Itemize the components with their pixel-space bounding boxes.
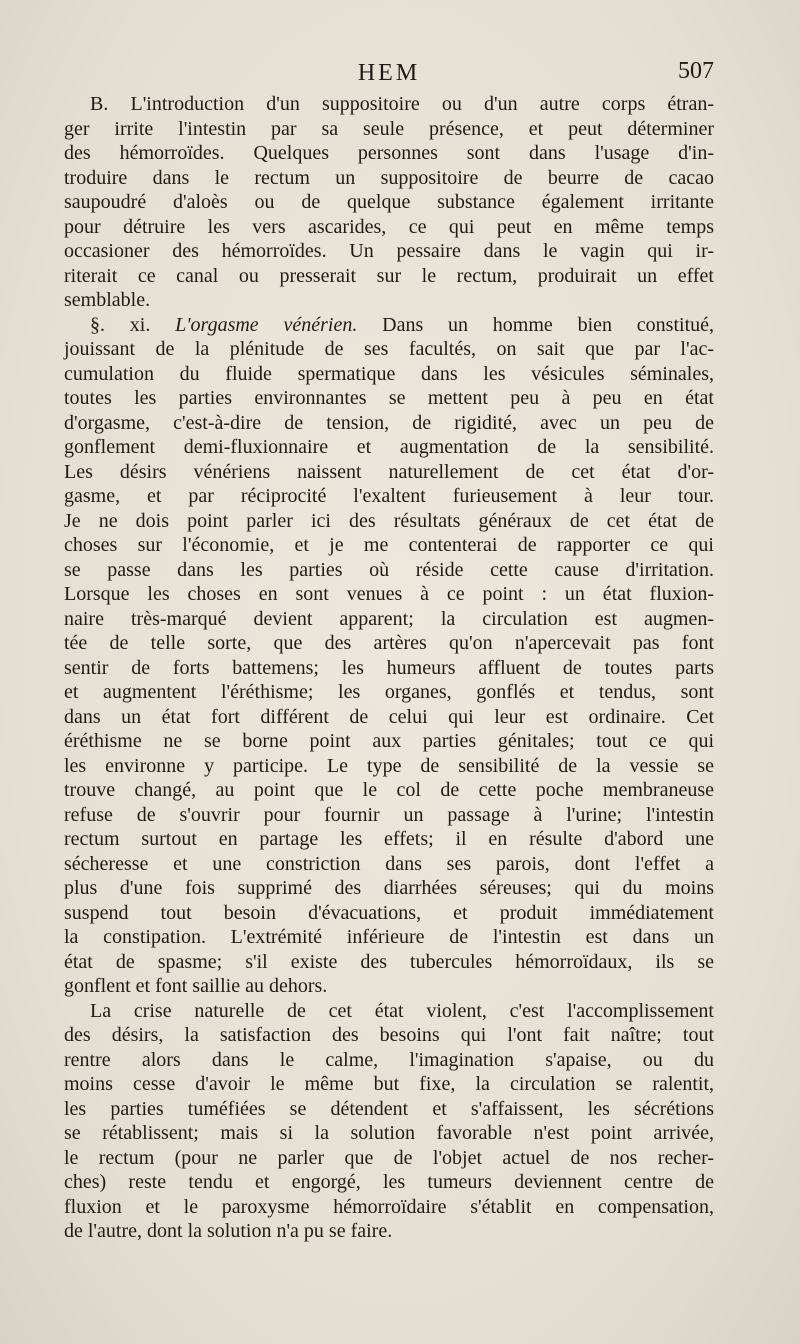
text-line: Les désirs vénériens naissent naturellement de cet état d'or- <box>64 460 714 483</box>
text-line: se rétablissent; mais si la solution favorable n'est point arrivée, <box>64 1122 714 1144</box>
text-line: gonflement demi-fluxionnaire et augmentation de la sensibilité. <box>64 436 714 458</box>
text-line: suspend tout besoin d'évacuations, et produit immédiatement <box>64 901 714 924</box>
text-line: plus d'une fois supprimé des diarrhées séreuses; qui du moins <box>64 877 714 899</box>
text-line: ger irrite l'intestin par sa seule présence, et peut déterminer <box>64 117 714 140</box>
text-line: Je ne dois point parler ici des résultats généraux de cet état de <box>64 509 714 532</box>
section-title: L'orgasme vénérien. <box>175 313 358 336</box>
text-line: et augmentent l'éréthisme; les organes, gonflés et tendus, sont <box>64 681 714 703</box>
text-line: ches) reste tendu et engorgé, les tumeurs deviennent centre de <box>64 1171 714 1193</box>
running-head: HEM <box>357 60 421 86</box>
page-header <box>64 58 714 94</box>
text-line: troduire dans le rectum un suppositoire de beurre de cacao <box>64 166 714 189</box>
text-line: sentir de forts battemens; les humeurs affluent de toutes parts <box>64 656 714 679</box>
page-number: 507 <box>678 58 714 84</box>
text-line: rentre alors dans le calme, l'imagination s'apaise, ou du <box>64 1048 714 1071</box>
text-line: des hémorroïdes. Quelques personnes sont dans l'usage d'in- <box>64 142 714 164</box>
text-line: Lorsque les choses en sont venues à ce point : un état fluxion- <box>64 583 714 605</box>
text-line: refuse de s'ouvrir pour fournir un passage à l'urine; l'intestin <box>64 803 714 826</box>
text-line: éréthisme ne se borne point aux parties génitales; tout ce qui <box>64 730 714 752</box>
text-line: tée de telle sorte, que des artères qu'on n'apercevait pas font <box>64 632 714 654</box>
text-line: état de spasme; s'il existe des tubercules hémorroïdaux, ils se <box>64 950 714 973</box>
text-line: moins cesse d'avoir le même but fixe, la circulation se ralentit, <box>64 1073 714 1095</box>
text-line: des désirs, la satisfaction des besoins qui l'ont fait naître; tout <box>64 1024 714 1046</box>
text-line: toutes les parties environnantes se mettent peu à peu en état <box>64 387 714 409</box>
section-mark: §. xi. <box>90 313 151 336</box>
text-line: gasme, et par réciprocité l'exaltent furieusement à leur tour. <box>64 485 714 507</box>
text-line: naire très-marqué devient apparent; la circulation est augmen- <box>64 607 714 630</box>
text-line: dans un état fort différent de celui qui leur est ordinaire. Cet <box>64 705 714 728</box>
section-heading-line <box>64 313 714 338</box>
text-line: d'orgasme, c'est-à-dire de tension, de rigidité, avec un peu de <box>64 411 714 434</box>
text-line: B. L'introduction d'un suppositoire ou d'un autre corps étran- <box>90 93 714 115</box>
text-line: La crise naturelle de cet état violent, c'est l'accomplissement <box>90 999 714 1022</box>
text-line: occasioner des hémorroïdes. Un pessaire dans le vagin qui ir- <box>64 240 714 262</box>
text-fragment: Dans un homme bien constitué, <box>382 313 715 336</box>
text-line: le rectum (pour ne parler que de l'objet actuel de nos recher- <box>64 1146 714 1169</box>
text-line: cumulation du fluide spermatique dans les vésicules séminales, <box>64 362 714 385</box>
text-line: trouve changé, au point que le col de cette poche membraneuse <box>64 779 714 801</box>
text-line: pour détruire les vers ascarides, ce qui peut en même temps <box>64 215 714 238</box>
paragraph-orgasme <box>64 313 714 999</box>
text-line: choses sur l'économie, et je me contenterai de rapporter ce qui <box>64 534 714 556</box>
text-line: se passe dans les parties où réside cette cause d'irritation. <box>64 558 714 581</box>
text-line: fluxion et le paroxysme hémorroïdaire s'établit en compensation, <box>64 1195 714 1218</box>
text-line: de l'autre, dont la solution n'a pu se faire. <box>64 1220 393 1242</box>
text-line: semblable. <box>64 289 151 311</box>
text-line: les environne y participe. Le type de sensibilité de la vessie se <box>64 754 714 777</box>
text-line: gonflent et font saillie au dehors. <box>64 975 328 997</box>
paragraph-suppositoire <box>64 92 714 313</box>
body-text <box>64 92 714 1244</box>
text-line: les parties tuméfiées se détendent et s'affaissent, les sécrétions <box>64 1097 714 1120</box>
text-line: sécheresse et une constriction dans ses parois, dont l'effet a <box>64 852 714 875</box>
text-line: jouissant de la plénitude de ses facultés, on sait que par l'ac- <box>64 338 714 360</box>
text-line: rectum surtout en partage les effets; il en résulte d'abord une <box>64 828 714 850</box>
paragraph-crise <box>64 999 714 1244</box>
text-line: saupoudré d'aloès ou de quelque substance également irritante <box>64 191 714 213</box>
text-line: riterait ce canal ou presserait sur le rectum, produirait un effet <box>64 264 714 287</box>
text-line: la constipation. L'extrémité inférieure de l'intestin est dans un <box>64 926 714 948</box>
